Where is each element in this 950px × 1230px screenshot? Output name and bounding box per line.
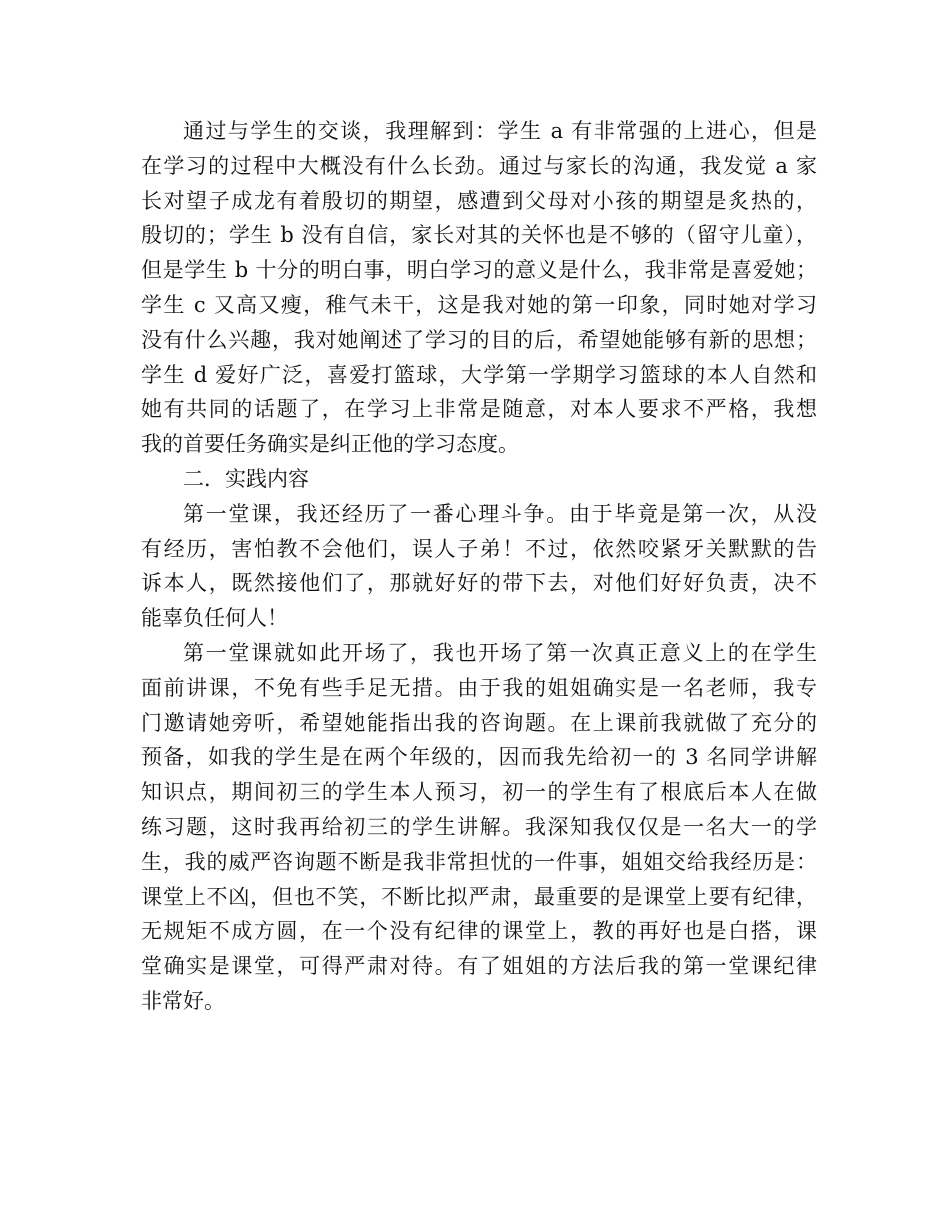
text-line: 非常好。 — [141, 988, 225, 1013]
text-line: 学生 c 又高又瘦，稚气未干，这是我对她的第一印象，同时她对学习 — [141, 292, 817, 317]
text-line: 面前讲课，不免有些手足无措。由于我的姐姐确实是一名老师，我专 — [141, 675, 817, 700]
text-line: 但是学生 b 十分的明白事，明白学习的意义是什么，我非常是喜爱她； — [141, 258, 817, 283]
section-heading — [141, 462, 817, 497]
text-line: 第一堂课就如此开场了，我也开场了第一次真正意义上的在学生 — [183, 640, 817, 665]
text-line: 生，我的威严咨询题不断是我非常担忧的一件事，姐姐交给我经历是： — [141, 849, 817, 874]
text-line: 堂确实是课堂，可得严肃对待。有了姐姐的方法后我的第一堂课纪律 — [141, 954, 817, 979]
paragraph-first-class-struggle — [141, 497, 817, 636]
text-line: 没有什么兴趣，我对她阐述了学习的目的后，希望她能够有新的思想； — [141, 327, 817, 352]
text-line: 课堂上不凶，但也不笑，不断比拟严肃，最重要的是课堂上要有纪律， — [141, 884, 817, 909]
heading-practice-content: 二．实践内容 — [183, 466, 309, 491]
text-line: 通过与学生的交谈，我理解到：学生 a 有非常强的上进心，但是 — [183, 119, 817, 143]
text-line: 长对望子成龙有着殷切的期望，感遭到父母对小孩的期望是炙热的， — [141, 188, 817, 213]
text-line: 在学习的过程中大概没有什么长劲。通过与家长的沟通，我发觉 a 家 — [141, 153, 817, 178]
document-page — [141, 114, 817, 1019]
text-line: 她有共同的话题了，在学习上非常是随意，对本人要求不严格，我想 — [141, 397, 817, 422]
text-line: 门邀请她旁听，希望她能指出我的咨询题。在上课前我就做了充分的 — [141, 710, 817, 735]
paragraph-student-observations — [141, 114, 817, 462]
text-line: 学生 d 爱好广泛，喜爱打篮球，大学第一学期学习篮球的本人自然和 — [141, 362, 817, 387]
text-line: 能辜负任何人！ — [141, 606, 288, 631]
text-line: 无规矩不成方圆，在一个没有纪律的课堂上，教的再好也是白搭，课 — [141, 919, 817, 944]
text-line: 预备，如我的学生是在两个年级的，因而我先给初一的 3 名同学讲解 — [141, 745, 817, 770]
text-line: 我的首要任务确实是纠正他的学习态度。 — [141, 432, 519, 457]
text-line: 有经历，害怕教不会他们，误人子弟！不过，依然咬紧牙关默默的告 — [141, 536, 817, 561]
text-line: 知识点，期间初三的学生本人预习，初一的学生有了根底后本人在做 — [141, 780, 817, 805]
paragraph-first-class-teaching — [141, 636, 817, 1019]
text-line: 第一堂课，我还经历了一番心理斗争。由于毕竟是第一次，从没 — [183, 501, 817, 526]
text-line: 诉本人，既然接他们了，那就好好的带下去，对他们好好负责，决不 — [141, 571, 817, 596]
text-line: 殷切的；学生 b 没有自信，家长对其的关怀也是不够的（留守儿童）， — [141, 223, 817, 248]
text-line: 练习题，这时我再给初三的学生讲解。我深知我仅仅是一名大一的学 — [141, 814, 817, 839]
